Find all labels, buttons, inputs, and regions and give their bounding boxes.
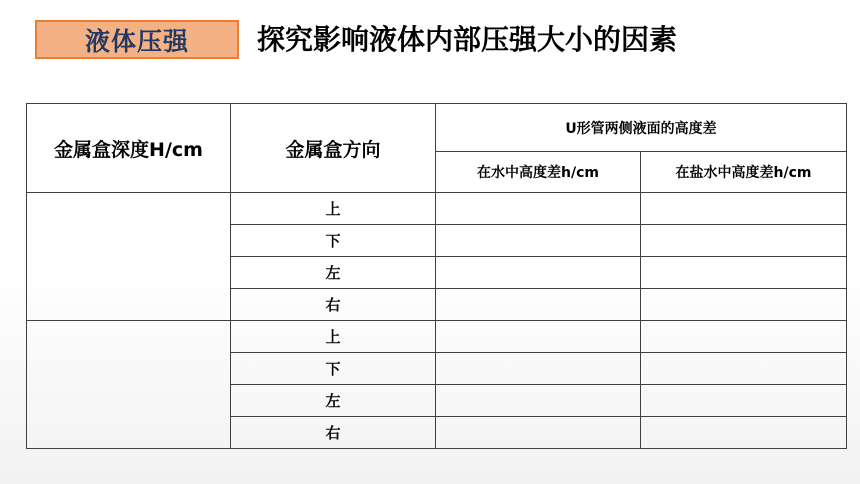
direction-cell: 下 [231,225,436,257]
topic-tag [35,20,239,59]
direction-cell: 上 [231,321,436,353]
water-value-cell[interactable] [436,385,641,417]
water-value-cell[interactable] [436,257,641,289]
direction-cell: 左 [231,385,436,417]
saltwater-value-cell[interactable] [641,257,847,289]
water-value-cell[interactable] [436,417,641,449]
direction-cell: 右 [231,417,436,449]
saltwater-value-cell[interactable] [641,193,847,225]
depth-cell[interactable] [27,193,231,321]
table-row [27,321,847,353]
header-direction: 金属盒方向 [231,104,436,193]
depth-cell[interactable] [27,321,231,449]
header-water: 在水中高度差h/cm [436,152,641,193]
saltwater-value-cell[interactable] [641,289,847,321]
water-value-cell[interactable] [436,289,641,321]
water-value-cell[interactable] [436,321,641,353]
direction-cell: 右 [231,289,436,321]
header-saltwater: 在盐水中高度差h/cm [641,152,847,193]
water-value-cell[interactable] [436,353,641,385]
saltwater-value-cell[interactable] [641,385,847,417]
header-height-difference: U形管两侧液面的高度差 [436,104,847,152]
header-depth: 金属盒深度H/cm [27,104,231,193]
direction-cell: 上 [231,193,436,225]
saltwater-value-cell[interactable] [641,417,847,449]
topic-tag-label: 液体压强 [84,26,189,56]
direction-cell: 左 [231,257,436,289]
saltwater-value-cell[interactable] [641,321,847,353]
saltwater-value-cell[interactable] [641,353,847,385]
saltwater-value-cell[interactable] [641,225,847,257]
water-value-cell[interactable] [436,225,641,257]
direction-cell: 下 [231,353,436,385]
water-value-cell[interactable] [436,193,641,225]
data-table [26,103,847,449]
table-row [27,193,847,225]
page-title: 探究影响液体内部压强大小的因素 [257,23,678,56]
